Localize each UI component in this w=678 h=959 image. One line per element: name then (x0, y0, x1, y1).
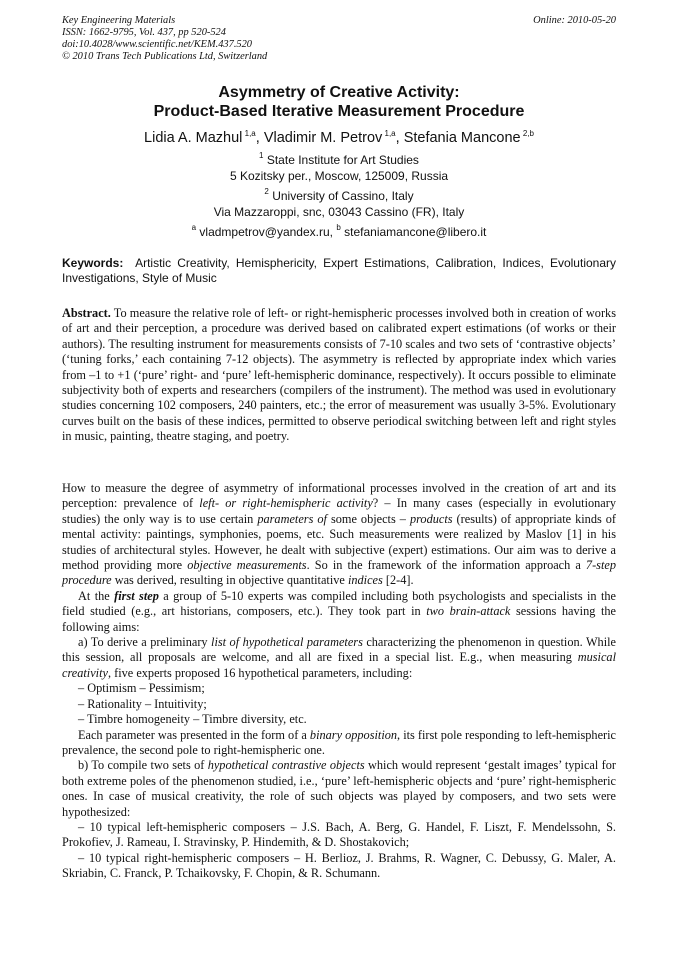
author-name: Lidia A. Mazhul (144, 130, 243, 146)
author-sep: , (395, 130, 404, 146)
item-b-paragraph: b) To compile two sets of hypothetical contrastive objects which would represent ‘gestalt images’ typical for both extreme poles of the phenomenon studied, i.e., ‘pure’ left-hemispheric objects and ‘pure’ right-hemispheric ones. In case of musical creativity, the role of such objects was played by composers, and two sets were hypothesized: (62, 758, 616, 819)
keywords-text: Artistic Creativity, Hemisphericity, Expert Estimations, Calibration, Indices, Evolutionary Investigations, Style of Music (62, 256, 617, 285)
main-text (62, 481, 616, 882)
parameter-item: – Optimism – Pessimism; (78, 681, 205, 696)
affil-name: University of Cassino, Italy (272, 189, 414, 203)
author-list (62, 125, 616, 147)
affil-name: State Institute for Art Studies (266, 153, 419, 167)
issn-line: ISSN: 1662-9795, Vol. 437, pp 520-524 (62, 27, 226, 38)
parameter-item: – Rationality – Intuitivity; (78, 696, 207, 711)
left-composers-item: – 10 typical left-hemispheric composers – J.S. Bach, A. Berg, G. Handel, F. Liszt, F. Mendelssohn, S. Prokofiev, J. Rameau, I. Stravinsky, P. Hindemith, & D. Shostakovich; (62, 819, 616, 850)
title-line-1: Asymmetry of Creative Activity: (218, 84, 460, 101)
copyright-line: © 2010 Trans Tech Publications Ltd, Switzerland (62, 51, 268, 62)
parameter-item: – Timbre homogeneity – Timbre diversity, etc. (78, 712, 307, 727)
author-name: Stefania Mancone (403, 130, 521, 146)
keywords-label: Keywords: (62, 256, 124, 270)
affiliation-1 (62, 148, 616, 184)
right-composers-item: – 10 typical right-hemispheric composers – H. Berlioz, J. Brahms, R. Wagner, C. Debussy, G. Maler, A. Skriabin, C. Franck, P. Tchaikovsky, F. Chopin, & R. Schumann. (62, 850, 616, 881)
email-link[interactable]: vladmpetrov@yandex.ru (199, 225, 330, 239)
email-line (62, 220, 616, 240)
email-sep: , (329, 225, 337, 239)
affil-number: 1 (259, 151, 264, 160)
first-step-paragraph: At the first step a group of 5-10 experts was compiled including both psychologists and specialists in the field studied (e.g., art historians, composers, etc.). They took part in two brain-attack sessions having the following aims: (62, 588, 617, 634)
journal-header (62, 15, 616, 63)
author-name: Vladimir M. Petrov (263, 130, 383, 146)
keywords (62, 256, 616, 286)
affil-address: 5 Kozitsky per., Moscow, 125009, Russia (229, 169, 449, 183)
affiliation-2 (62, 184, 616, 220)
intro-paragraph: How to measure the degree of asymmetry of informational processes involved in the creation of art and its perception: prevalence of left- or right-hemispheric activity? – In many cases (especially in evolutionary studies) the only way is to use certain parameters of some objects – products (results) of appropriate kinds of mental activity: paintings, symphonies, poems, etc. Such measurements were realized by Maslov [1] in his studies of architectural styles. However, he dealt with subjective (expert) estimations. Our aim was to derive a method providing more objective measurements. So in the framework of the information approach a 7-step procedure was derived, resulting in objective quantitative indices [2-4]. (62, 481, 617, 588)
email-sup: a (191, 223, 197, 232)
email-sup: b (336, 223, 341, 232)
author-affil-sup: 1,a (244, 129, 256, 138)
affil-address: Via Mazzaroppi, snc, 03043 Cassino (FR), Italy (213, 205, 465, 219)
title-line-2: Product-Based Iterative Measurement Procedure (153, 103, 525, 120)
paper-title (62, 83, 616, 121)
affil-number: 2 (264, 187, 269, 196)
abstract-label: Abstract. (62, 306, 111, 320)
online-date: Online: 2010-05-20 (533, 15, 616, 26)
abstract (62, 306, 616, 445)
doi-line: doi:10.4028/www.scientific.net/KEM.437.520 (62, 39, 252, 50)
journal-name: Key Engineering Materials (62, 15, 176, 26)
author-affil-sup: 2,b (522, 129, 534, 138)
abstract-text: To measure the relative role of left- or right-hemispheric processes involved both in creation of works of art and their perception, a procedure was derived based on calibrated expert estimations (of works or their authors). The resulting instrument for measurements consists of 7-10 scales and two sets of ‘contrastive objects’ (‘tuning forks,’ each containing 7-12 objects). The asymmetry is reflected by appropriate index which varies from –1 to +1 (‘pure’ right- and ‘pure’ left-hemispheric dominance, respectively). It occurs possible to eliminate subjectivity both of experts and researchers (compilers of the instrument). The method was used in evolutionary studies concerning 102 composers, 240 painters, etc.; the error of measurement was usually 3-5%. Evolutionary curves built on the basis of these indices, permitted to observe periodical switching between left and right styles in music, painting, theatre staging, and poetry. (62, 306, 616, 444)
author-affil-sup: 1,a (384, 129, 396, 138)
binary-opposition-paragraph: Each parameter was presented in the form of a binary opposition, its first pole responding to left-hemispheric prevalence, the second pole to right-hemispheric one. (62, 727, 617, 757)
author-sep: , (255, 130, 264, 146)
item-a-paragraph: a) To derive a preliminary list of hypothetical parameters characterizing the phenomenon in question. While this session, all proposals are welcome, and all are fixed in a special list. E.g., when measuring musical creativity, five experts proposed 16 hypothetical parameters, including: (62, 635, 616, 680)
email-link[interactable]: stefaniamancone@libero.it (344, 225, 487, 239)
